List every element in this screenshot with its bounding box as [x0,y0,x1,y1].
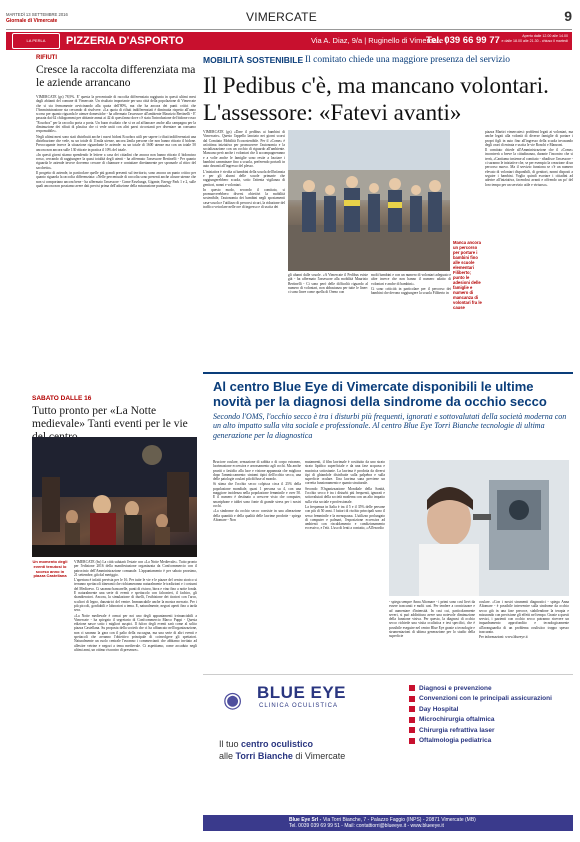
paragraph: - spiega sempre Anna Altomare - i primi sono così lievi da essere trascurati e molti casi. Per tendere a cronicizzare e ad aumentare d'intensità. In casi cui, particolarmente severi, si può addirittura avere una notevole diminuzione della funzione visiva. Per questo, la diagnosi di occhio secco richiede una visita oculistica e test specifici, che è possibile eseguire nel centro Blue Eye grazie a tecnologie e strumentazioni di ultima generazione per lo studio della superficie [389,600,475,639]
paragraph: La frequenza in Italia è tra il 5 e il 35% delle persone con più di 50 anni. I fattori di rischio principali sono il sesso femminile e la menopausa. L'utilizzo prolungato di computer e palmari, l'esposizione eccessiva ad ambienti con riscaldamento e condizionamento eccessivo, e l'età. L'uso di lenti a contatto, «All'esordio [305,504,385,531]
paragraph: VIMERCATE (bs) La città salutarà l'estate con «La Notte Medievale». Tutto pronto per l'edizione 2016 della manifestazione organizzata da Confcommercio con il patrocinio dell'Amministrazione comunale. L'appuntamento è per sabato prossimo, 21 settembre, già dal meriggio. [74,560,197,577]
tagline-prefix: alle [219,751,236,761]
blueeye-ad-footer [203,815,573,831]
blueeye-subheadline: Secondo l'OMS, l'occhio secco è tra i disturbi più frequenti, ignorati e sottovalutati della società moderna con un alto impatto sulla vita sociale e professionale. Al centro Blue Eye Torri Bianche tecnologie di ultima generazione per la diagnostica [213,412,567,440]
medieval-night-photo [32,437,197,557]
masthead [6,8,572,30]
pizza-ad-phone: Tel. 039 66 99 77 [426,35,500,46]
bullet-icon [409,727,415,733]
sabato-headline: Tutto pronto per «La Notte medievale» Tanti eventi per le vie [32,405,188,430]
ad-tagline-1 [219,739,313,749]
pedibus-kicker: Il comitato chiede una maggiore presenza del servizio [305,55,510,65]
eye-logo-icon: ◉ [223,687,243,712]
company-name: Blue Eye Srl - [289,817,322,823]
paragraph: «In questi giorni stiamo spendendo le lettere a casa dei cittadini che ancora non hanno ritirato il bidoncino rosso, cercando di raggiungere la quasi totalità degli utenti - ha affermato l'assessore Bertinelli - Per quanto riguarda le aziende invece dovremo cercare di chiamare e contattare direttamente per spronarle al ritiro del sacchetto». [36,152,196,170]
pizza-ad-hours [501,34,568,43]
service-item [409,725,569,736]
pedibus-headline: Il Pedibus c'è, ma mancano volontari. L'assessore: «Fatevi avanti» [203,73,549,125]
rifiuti-section-tag: RIFIUTI [36,55,57,61]
pedibus-column-1 [203,130,285,210]
tagline-suffix: di Vimercate [292,751,346,761]
blueeye-logo-text: BLUE EYE [257,683,347,702]
blueeye-column-1 [213,460,301,523]
sabato-photo-caption: Un momento degli eventi tenutosi lo scorso anno in piazza Castellana [32,559,68,579]
paragraph: VIMERCATE (gs) 78,9%. E' questa la percentuale di raccolta differenziata raggiunta in questi ultimi mesi dagli abitanti del comune di Vimercate. Un risultato importante per una città della popolazione di Vimercate che si sta fermamente avvicinando alla quota dell'80%, ma che ha ancora dei punti critici che l'Amministrazione sta cercando di risolvere. «La quota di rifiuti indifferenziati è diminuita rispetto all'anno scorso per quanto riguarda le utenze domestiche - ha affermato l'assessore all'ambiente Maurizio Bertinelli - E' passata dai 62 chilogrammi per abitante annui ai 42 di quest'anno dove c'è stata l'introduzione del bidone rosso "Ecuobox" per la raccolta porta a porta. Un buon risultato che si va ad affiancare anche alla campagna per la diminuzione dei rifiuti di plastica che ci vede uniti con altri paesi circostanti per diventare un consumo responsabile». [36,95,196,134]
service-item [409,715,569,726]
section-title: VIMERCATE [246,10,317,24]
pizza-ad-address: Via A. Diaz, 9/a | Ruginello di Vimercate | [311,36,448,45]
page-number: 9 [564,8,572,24]
paragraph: piazza Martiri vimercatesi: problemi legati ai volontari, ma anche legati alla volontà di diverse famiglie di portare i propri figli in auto fino all'ingresso della scuola invasando degli orari di entrata e uscita le vie Ronchi e Manzoni. [485,130,573,147]
pedibus-section-tag: MOBILITÀ SOSTENIBILE [203,55,304,65]
medieval-scene-illustration [32,437,197,557]
paragraph: molti bambini e con un numero di volontari adeguato e altre invece che non hanno il numero adatto di volontari e anche di bambini». [371,273,451,286]
service-label: Oftalmologia pediatrica [419,737,492,745]
blueeye-headline: Al centro Blue Eye di Vimercate disponibili le ultime novità per la diagnosi della sindrome da occhio secco [213,379,547,409]
service-item [409,683,569,694]
issue-date: MARTEDÌ 13 SETTEMBRE 2016 [6,12,68,17]
paragraph: Secondo l'Organizzazione Mondiale della Sanità, l'occhio secco è tra i disturbi più frequenti, ignorati e sottovalutati della società moderna con un alto impatto sulla vita sociale e professionale. [305,486,385,504]
sabato-section-tag: SABATO DALLE 16 [32,395,92,402]
eye-exam-illustration [389,460,569,596]
paragraph: mutamenti, il film lacrimale è costituito da uno strato strato lipidico superficiale e da una fase acquosa e mucinica sottostante. La lacrima è prodotta da diversi tipi di ghiandole distribuite sulla palpebra e sulla superficie oculare. Una lacrima sana previene un corretta funzionamento e quanto strutturale. [305,460,385,486]
bullet-icon [409,685,415,691]
paragraph: Il progetto di aziende, in particolare quelle più grandi presenti sul territorio, sono ancora un punto critico per quanto riguarda la raccolta differenziata: «Nelle percentuale di raccolta sono presenti anche alcune utenze che non si comportano ancora bene - ha affermato l'assessore - Come Esselunga, Gigante, Energy Park 1 e 2, sulle quali ancora non possiamo avere dati precisi prima dell'adozione della misurazione puntuale». [36,171,196,188]
paragraph: In questo modo, secondo il comitato, si promuoverebbero diversi obiettivi la mobilità sostenibile, l'autonomia dei bambini negli spostamenti casa-scuola e l'utilizzo di percorsi sicuri, la riduzione del traffico veicolare nelle ore di ingresso e di uscita dei [203,187,285,210]
paragraph: L'apertura è infatti prevista per le 16. Per tutte le vie e le piazze del centro storico si terranno spettacoli itineranti che richiameranno naturalmente le tradizioni e i costumi del Medioevo. Ci saranno bancarelle, punti di ristoro, birra e vino fino a notte fonda. E naturalmente una serie di eventi e spettacolo con falconieri, il fachiro, gli sbandieratori. Ancora, la simulazione di duelli, l'esibizione dei tiratori con l'arco, scultori di legno, danzatrici del ventre. Immancabile anche la mostra mercato. Per i più piccoli, gonfiabili e laboratori a tema. E, naturalmente, negozi aperti fino a tarda sera. [74,578,197,613]
paragraph: gli alunni dalle scuole. «A Vimercate il Pedibus esiste già - ha affermato l'assessore alla mobilità Maurizio Bertinelli - Ci sono però delle difficoltà riguardo al numero di volontari, non abbastanza per tutte le linee: ci sono linee come quella di Oreno con [288,273,368,295]
pizza-logo: LA PERLA [12,33,60,49]
blueeye-ad-brand [209,683,405,809]
blueeye-logo-subtitle: CLINICA OCULISTICA [259,703,339,709]
paragraph: Negli ultimi mesi sono stati distribuiti anche i nuovi bidoni Ecuobox utili per sapere i rifiuti indifferenziati una distribuzione che vede, su un totale di 11mila utenze, ancora 2mila persone che non hanno ritirato il bidone. Preoccupante invece la situazione riguardante le aziende: su un totale di 1600 utenze ma con un totale 50 ancora non ancora sulle 130 ritirate in pratica il 10% del totale. [36,134,196,152]
rifiuti-headline: Cresce la raccolta differenziata ma le aziende arrancano [36,64,196,89]
pizza-hours-line-2: e dalle 18.00 alle 21.30 - chiuso il martedì [501,38,568,43]
service-item [409,736,569,747]
service-label: Day Hospital [419,705,459,713]
ad-tagline-2 [219,751,345,761]
service-label: Chirurgia refrattiva laser [419,726,495,734]
company-address: Via Torri Bianche, 7 - Palazzo Faggio (INPS) - 20871 Vimercate (MB) [323,817,476,823]
bullet-icon [409,717,415,723]
blueeye-services-list [409,683,569,746]
pedibus-photo-caption: Manca ancora un percorso per portare i bambini fino alle scuole elementari Filiberto; punto le adesioni delle famiglie e numero di mancanza di volontari fra le cause [453,240,482,310]
tagline-prefix: Il tuo [219,739,242,749]
paragraph: Ci sono criticità in particolare per il percorso dei bambini che devono raggiungere la scuola Filiberto in [371,286,451,296]
service-label: Diagnosi e prevenzione [419,684,492,692]
bullet-icon [409,706,415,712]
service-item [409,704,569,715]
eye-exam-photo [389,460,569,596]
pedibus-column-4 [485,130,573,188]
paragraph: oculare. «Con i nostri strumenti diagnostici - spiega Anna Altomare - è possibile intervenire sulla sindrome da occhio secco già in una fase precoce, stabilendone la terapia e misurando con precisione gli effetti nel tempo. Grazie a questi servizi, i pazienti con occhio secco potranno ricevere un inquadramento approfondito e tecnologicamente all'avanguardia di un problema oculistico troppo spesso trascurato. [479,600,569,635]
paragraph: Il comitato chiede all'Amministrazione che il «Come» incontrerà a breve la cittadinanza, durante l'incontro che si terrà, «Cantiamo insieme al comitato - ribadisce l'assessore - ci saranno le iniziative che, se per esempio la creazione di un percorso nuovo. Ma il servizio funziona se c'è un numero elevato di volontari disponibili, di genitori, nonni disposti a seguire i bambini. Voglio quindi esortare i cittadini ad aderire all'iniziativa, facendosi avanti e offrendo un po' del loro tempo per un servizio utile e virtuoso». [485,148,573,187]
company-contacts: Tel. 0039 039 69 99 51 - Mail: contattiorri@blueeye.it - www.blueeye.it [289,823,444,829]
paragraph: Si stima che l'occhio secco colpisca circa il 25% della popolazione mondiale, quasi 1 persona su 4, con una maggiore incidenza nella popolazione femminile e over 50. E il numero è destinato a crescere visto che computer, smartphone e tablet sono fonte di grande stress per i nostri occhi. [213,482,301,508]
pizza-ad-banner [6,32,572,50]
sabato-article-body [74,560,197,653]
bullet-icon [409,696,415,702]
paragraph: «La sindrome da occhio secco consiste in una alterazione della quantità e della qualità delle lacrime prodotte - spiega Altomare - Non [213,509,301,522]
blueeye-column-3 [389,600,475,640]
tagline-bold: centro oculistico [241,739,314,749]
paragraph: VIMERCATE (gs) «Dare il pedibus ai bambini di Vimercate». Questo l'appello lanciato nei giorni scorsi dal Comitato Mobilità Ecosostenibile. Per il «Come» è un'ottima iniziativa per promuovere l'autonomia e la socializzazione con un occhio di riguardo all'ambiente. Mancano però anche i volontari che li accompagneranno e a volte anche le famiglie sono restie a lasciare i bambini camminare fino a scuola, preferendo portarli in auto davanti all'ingresso del plesso. [203,130,285,169]
tagline-bold: Torri Bianche [235,751,293,761]
pizza-ad-name: PIZZERIA D'ASPORTO [66,35,184,47]
bullet-icon [409,738,415,744]
blueeye-column-2 [305,460,385,532]
paragraph: Per informazioni: www.blueeye.it [479,635,528,640]
blueeye-feature [203,372,573,832]
pedibus-children-illustration [288,130,450,271]
pedibus-photo [288,130,450,271]
pedibus-column-2 [288,273,368,295]
paragraph: Bruciore oculare, sensazione di sabbia o di corpo estraneo, lacrimazione eccessiva e arrossamento agli occhi. Ma anche pruriti o fastidio alla luce e visione appannata che migliora dopo l'ammiccamento: sintomi tipici dell'occhio secco, una delle patologie oculari più diffuse al mondo. [213,460,301,482]
service-label: Microchirurgia oftalmica [419,716,495,724]
blueeye-column-4 [479,600,569,641]
newspaper-name: Giornale di Vimercate [6,18,58,24]
pedibus-section-header [203,55,573,67]
pedibus-column-3 [371,273,451,296]
service-item [409,694,569,705]
rifiuti-article-body [36,95,196,189]
blueeye-ad [203,674,573,832]
service-label: Convenzioni con le principali assicurazioni [419,695,552,703]
paragraph: «La Notte medievale è ormai per noi uno degli appuntamenti irrinunciabili a Vimercate - ha spiegato il segretario di Confcommercio Marco Puppi - Questa edizione nasce sotto i migliori auspici. Il fulcro degli eventi sarà come al solito piazza Castellana. Su proposta della società che ci ha affiancato nell'organizzazione, non ci saranno la gara con il palio della cuccagna, ma una serie di altri eventi e spettacoli che avranno l'obiettivo principale di coinvolgere gli spettatori. Naturalmente un ruolo centrale l'avranno i commercianti che abbiamo invitato ad allestire vetrine e negozi a tema medievale. Ci aspettiamo, come accaduto negli ultimi anni, un ottimo riscontro di presenze». [74,613,197,652]
paragraph: L'iniziativa è rivolta ai bambini della scuola dell'infanzia e per gli alunni delle scuole primarie che raggiungerebbero scuola, sotto l'attenta vigilanza di genitori, nonni e volontari. [203,169,285,187]
pizza-hours-line-1: Aperto dalle 12.00 alle 14.00 [522,34,568,38]
